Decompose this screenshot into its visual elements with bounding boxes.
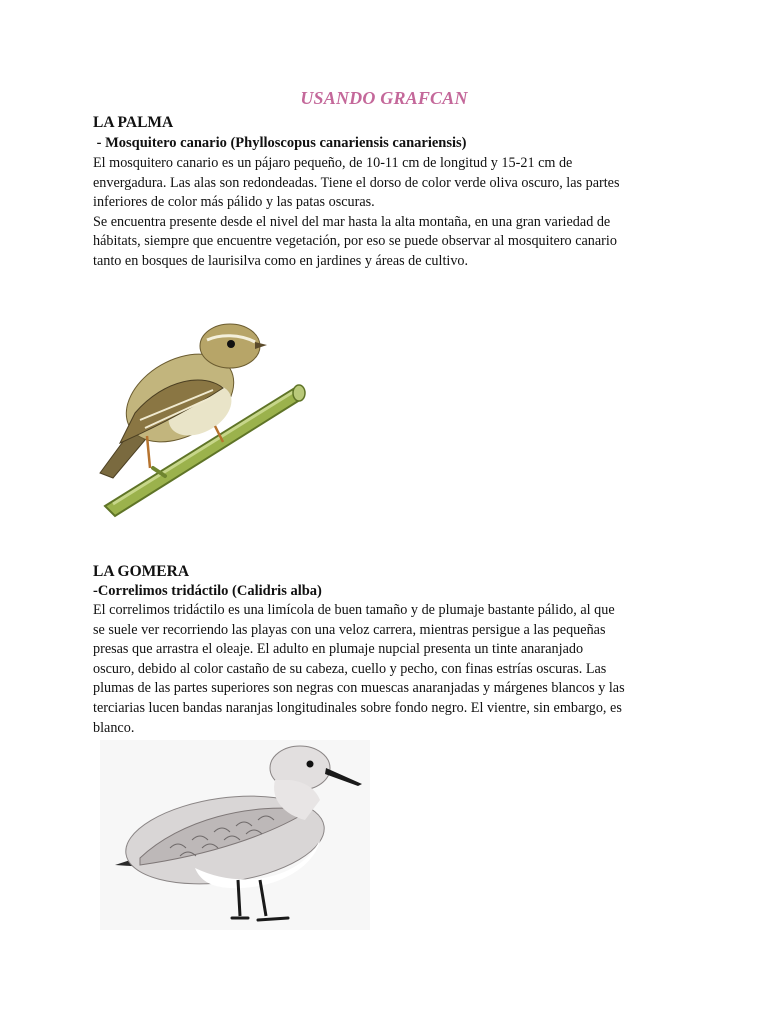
section-heading-la-gomera: LA GOMERA <box>93 563 190 580</box>
text-line: plumas de las partes superiores son negras con muescas anaranjadas y márgenes blancos y las <box>93 680 625 697</box>
page-title: USANDO GRAFCAN <box>300 88 468 108</box>
text-line: tanto en bosques de laurisilva como en jardines y áreas de cultivo. <box>93 252 469 269</box>
text-line: Se encuentra presente desde el nivel del mar hasta la alta montaña, en una gran variedad de <box>93 213 611 230</box>
species-name-correlimos: -Correlimos tridáctilo (Calidris alba) <box>93 583 322 599</box>
description-mosquitero <box>93 154 693 272</box>
text-line: inferiores de color más pálido y las patas oscuras. <box>93 194 375 211</box>
section-heading-la-palma: LA PALMA <box>93 114 174 131</box>
text-line: presas que arrastra el oleaje. El adulto en plumaje nupcial presenta un tinte anaranjado <box>93 641 584 658</box>
sanderling-illustration <box>100 740 370 930</box>
warbler-illustration <box>95 318 310 518</box>
text-line: hábitats, siempre que encuentre vegetación, por eso se puede observar al mosquitero canario <box>93 233 617 250</box>
species-name-mosquitero: - Mosquitero canario (Phylloscopus canariensis canariensis) <box>93 135 467 151</box>
description-correlimos <box>93 601 693 738</box>
text-line: oscuro, debido al color castaño de su cabeza, cuello y pecho, con finas estrías oscuras. Las <box>93 660 607 677</box>
text-line: envergadura. Las alas son redondeadas. Tiene el dorso de color verde oliva oscuro, las partes <box>93 174 620 191</box>
text-line: El mosquitero canario es un pájaro pequeño, de 10-11 cm de longitud y 15-21 cm de <box>93 155 573 171</box>
text-line: El correlimos tridáctilo es una limícola de buen tamaño y de plumaje bastante pálido, al que <box>93 602 615 618</box>
text-line: se suele ver recorriendo las playas con una veloz carrera, mientras persigue a las pequeñas <box>93 621 606 638</box>
text-line: terciarias lucen bandas naranjas longitudinales sobre fondo negro. El vientre, sin embargo, es <box>93 699 622 716</box>
text-line: blanco. <box>93 719 135 736</box>
